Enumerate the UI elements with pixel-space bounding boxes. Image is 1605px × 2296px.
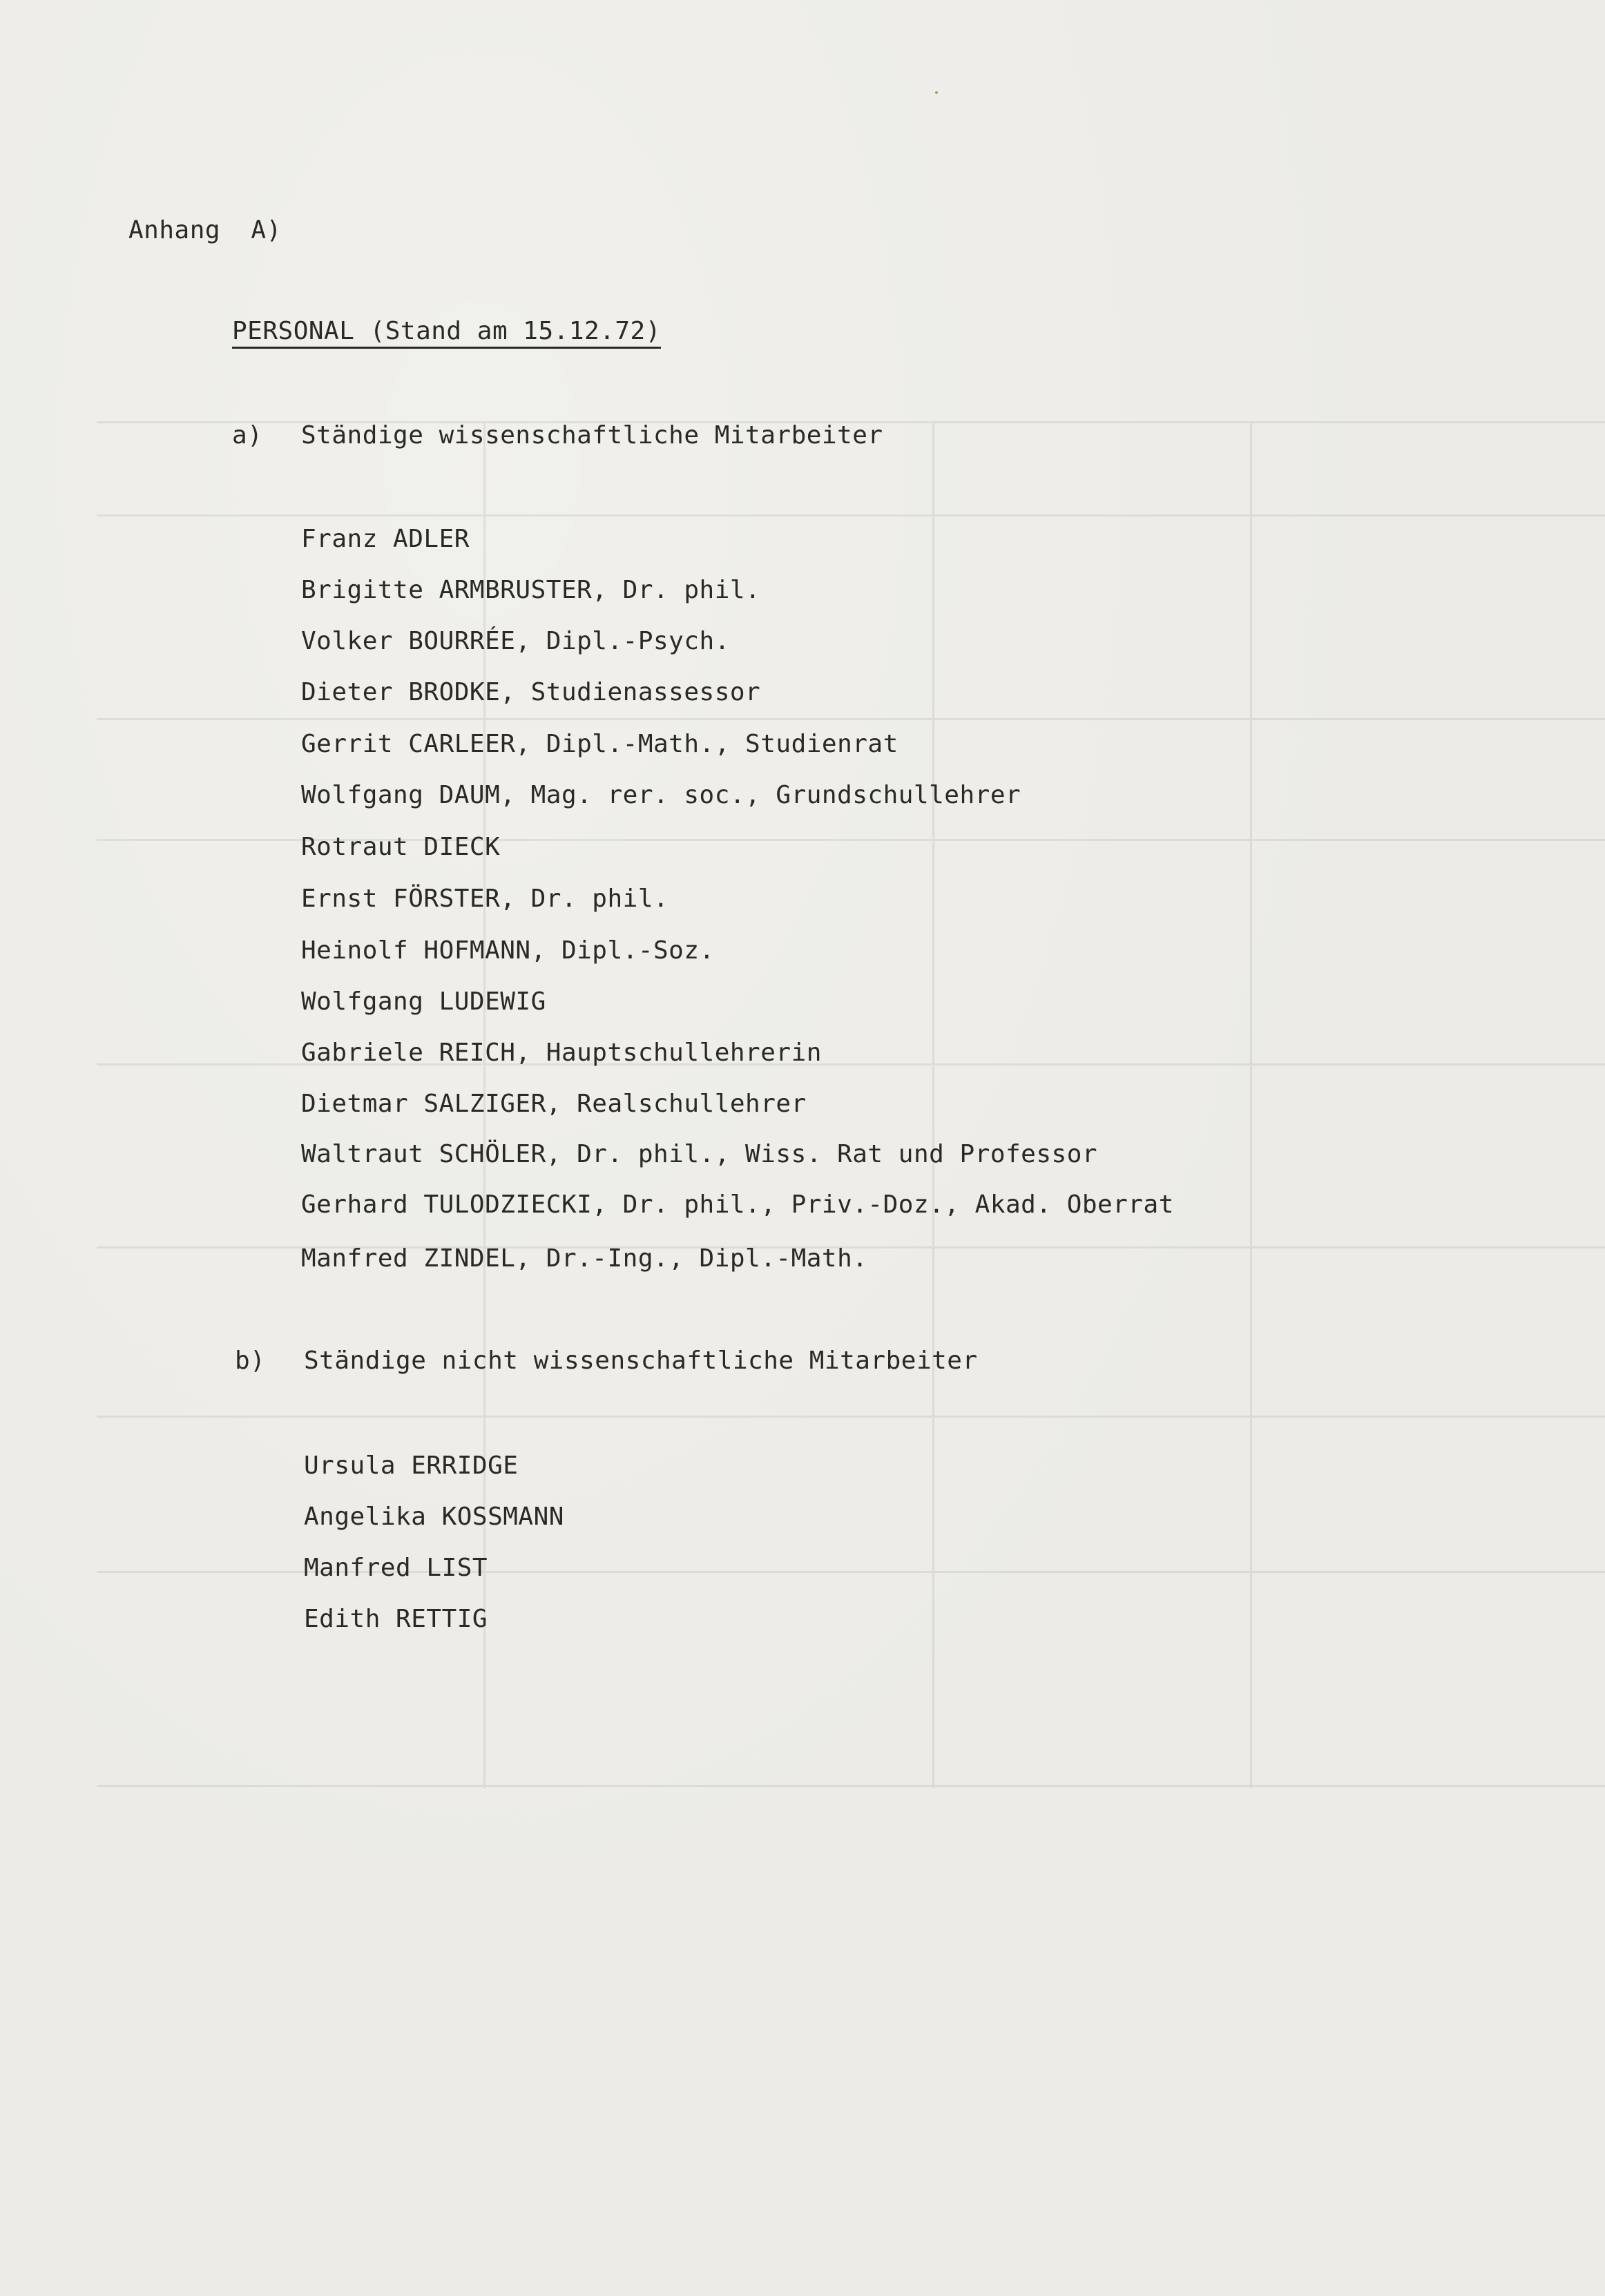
list-item: Ernst FÖRSTER, Dr. phil. <box>301 885 669 913</box>
list-item: Franz ADLER <box>301 525 470 553</box>
section-b-heading: Ständige nicht wissenschaftliche Mitarbeiter <box>304 1347 978 1375</box>
list-item: Ursula ERRIDGE <box>304 1451 519 1480</box>
list-item: Wolfgang DAUM, Mag. rer. soc., Grundschullehrer <box>301 781 1021 809</box>
list-item: Manfred ZINDEL, Dr.-Ing., Dipl.-Math. <box>301 1244 868 1273</box>
list-item: Heinolf HOFMANN, Dipl.-Soz. <box>301 936 715 965</box>
list-item: Gerrit CARLEER, Dipl.-Math., Studienrat <box>301 730 898 758</box>
list-item: Waltraut SCHÖLER, Dr. phil., Wiss. Rat und Professor <box>301 1140 1098 1168</box>
list-item: Gerhard TULODZIECKI, Dr. phil., Priv.-Doz., Akad. Oberrat <box>301 1190 1174 1219</box>
list-item: Edith RETTIG <box>304 1605 488 1633</box>
section-a-label: a) <box>232 421 263 450</box>
section-a-heading: Ständige wissenschaftliche Mitarbeiter <box>301 421 883 450</box>
list-item: Manfred LIST <box>304 1554 488 1582</box>
document-title: PERSONAL (Stand am 15.12.72) <box>232 317 661 349</box>
list-item: Dieter BRODKE, Studienassessor <box>301 678 761 706</box>
list-item: Volker BOURRÉE, Dipl.-Psych. <box>301 627 730 655</box>
section-b-label: b) <box>235 1347 266 1375</box>
list-item: Wolfgang LUDEWIG <box>301 987 546 1016</box>
list-item: Gabriele REICH, Hauptschullehrerin <box>301 1039 822 1067</box>
list-item: Brigitte ARMBRUSTER, Dr. phil. <box>301 576 761 604</box>
appendix-label: Anhang A) <box>128 216 282 244</box>
list-item: Angelika KOSSMANN <box>304 1503 564 1531</box>
paper-speck <box>935 91 938 94</box>
list-item: Dietmar SALZIGER, Realschullehrer <box>301 1090 807 1118</box>
list-item: Rotraut DIECK <box>301 833 501 861</box>
